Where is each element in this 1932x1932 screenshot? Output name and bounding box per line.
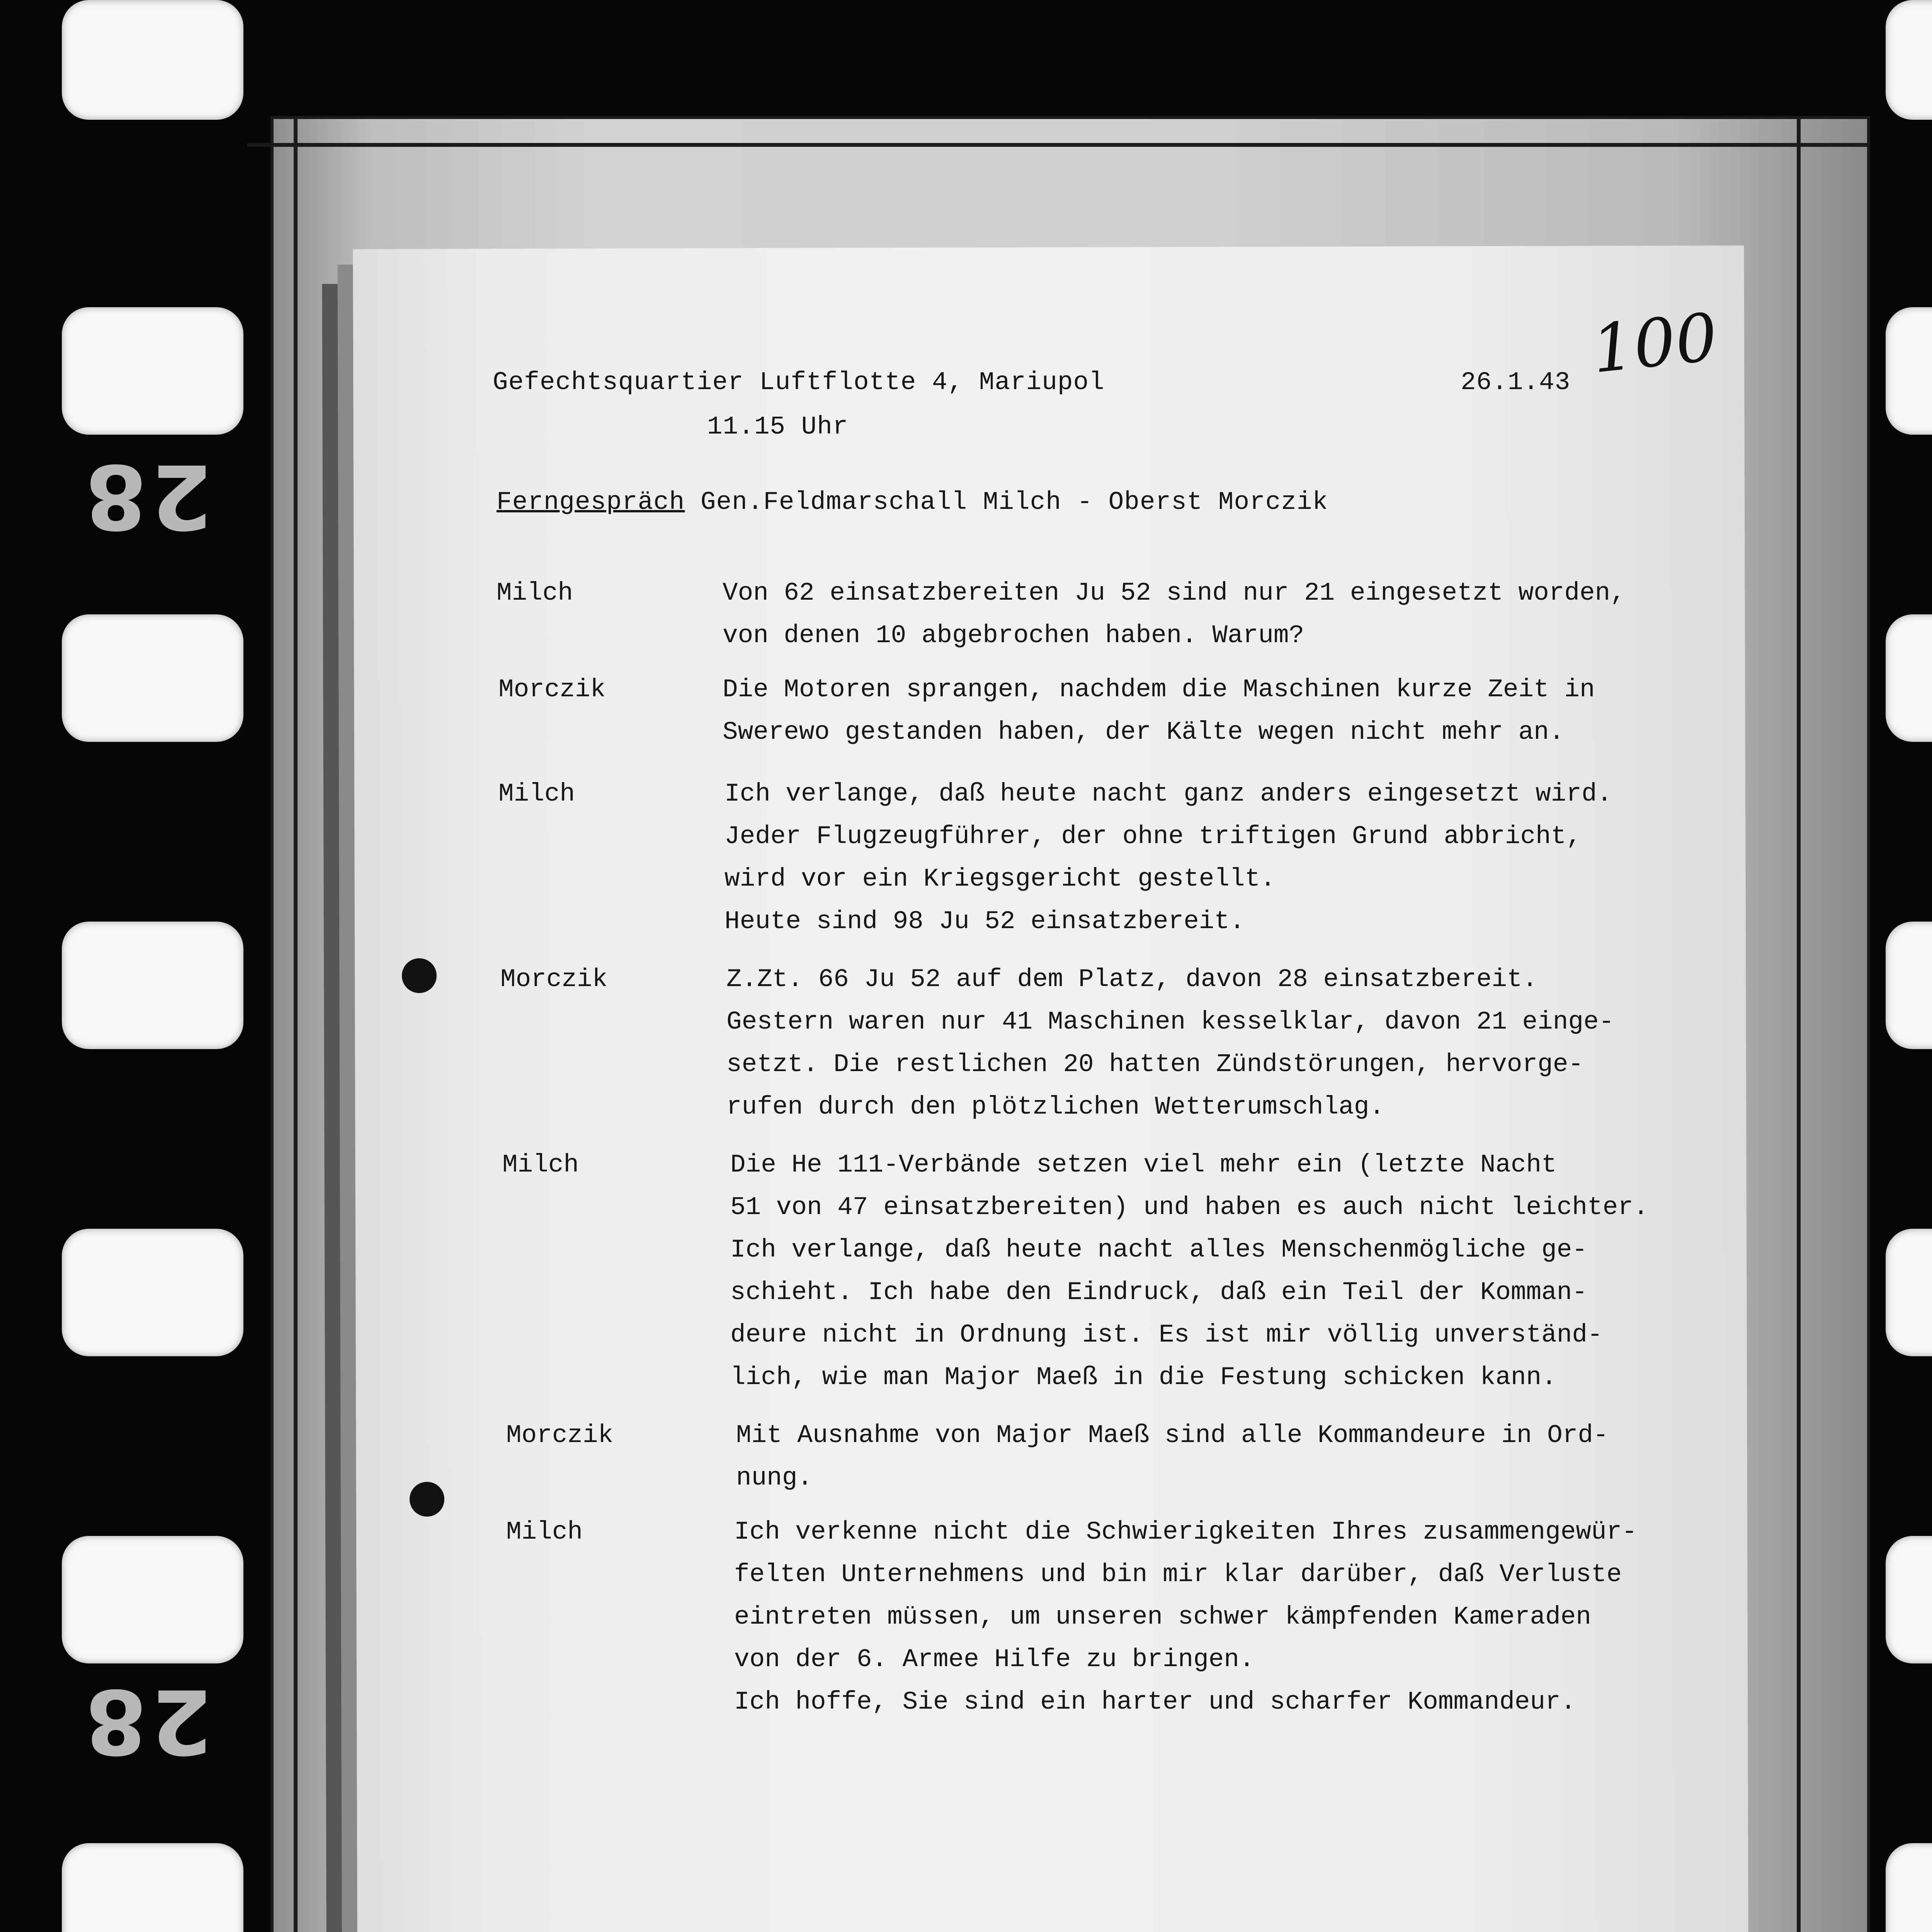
sprocket-hole [62, 1536, 243, 1663]
handwritten-page-number: 100 [1588, 299, 1721, 388]
statement-line: Jeder Flugzeugführer, der ohne triftigen Grund abbricht, [724, 822, 1582, 851]
statement-line: Ich verlange, daß heute nacht ganz anders eingesetzt wird. [724, 779, 1612, 808]
statement-line: lich, wie man Major Maeß in die Festung schicken kann. [730, 1363, 1557, 1392]
statement-line: Mit Ausnahme von Major Maeß sind alle Kommandeure in Ord- [736, 1421, 1609, 1450]
sprocket-hole [1886, 1536, 1932, 1663]
statement-line: Heute sind 98 Ju 52 einsatzbereit. [724, 907, 1245, 936]
sprocket-hole [62, 1843, 243, 1932]
sprocket-hole [1886, 1229, 1932, 1356]
statement-line: 51 von 47 einsatzbereiten) und haben es auch nicht leichter. [730, 1193, 1649, 1222]
film-edge-number: 28 [81, 444, 213, 548]
speaker-name: Milch [502, 1150, 579, 1179]
statement-line: Z.Zt. 66 Ju 52 auf dem Platz, davon 28 einsatzbereit. [726, 965, 1538, 994]
frame-line-right [1797, 116, 1801, 1932]
sprocket-hole [1886, 307, 1932, 435]
sprocket-hole [1886, 922, 1932, 1049]
film-edge-number: 28 [81, 1669, 213, 1772]
speaker-name: Milch [497, 578, 573, 607]
frame-line-top [247, 143, 1870, 147]
film-sprocket-strip-left [0, 0, 247, 1932]
speaker-name: Morczik [506, 1421, 614, 1450]
sprocket-hole [62, 1229, 243, 1356]
header-time: 11.15 Uhr [707, 412, 849, 441]
speaker-name: Milch [498, 779, 575, 808]
header-date: 26.1.43 [1461, 368, 1571, 397]
subject-label: Ferngespräch [497, 488, 685, 517]
statement-line: von denen 10 abgebrochen haben. Warum? [723, 621, 1304, 650]
subject-text: Gen.Feldmarschall Milch - Oberst Morczik [685, 488, 1328, 517]
sprocket-hole [62, 0, 243, 120]
statement-line: deure nicht in Ordnung ist. Es ist mir völlig unverständ- [730, 1320, 1603, 1349]
call-subject [497, 481, 1328, 524]
sprocket-hole [62, 307, 243, 435]
statement-line: felten Unternehmens und bin mir klar darüber, daß Verluste [734, 1560, 1622, 1589]
statement-line: nung. [736, 1463, 813, 1492]
speaker-name: Milch [506, 1517, 583, 1546]
header-location: Gefechtsquartier Luftflotte 4, Mariupol [493, 368, 1105, 397]
punch-hole [410, 1482, 444, 1517]
statement-line: Die He 111-Verbände setzen viel mehr ein (letzte Nacht [730, 1150, 1557, 1179]
speaker-name: Morczik [498, 675, 606, 704]
speaker-name: Morczik [500, 965, 608, 994]
statement-line: Von 62 einsatzbereiten Ju 52 sind nur 21 eingesetzt worden, [723, 578, 1626, 607]
statement-line: Gestern waren nur 41 Maschinen kesselklar, davon 21 einge- [726, 1007, 1614, 1036]
statement-line: Die Motoren sprangen, nachdem die Maschinen kurze Zeit in [723, 675, 1595, 704]
statement-line: setzt. Die restlichen 20 hatten Zündstörungen, hervorge- [726, 1050, 1583, 1079]
statement-line: wird vor ein Kriegsgericht gestellt. [724, 864, 1276, 893]
sprocket-hole [62, 614, 243, 742]
sprocket-hole [1886, 1843, 1932, 1932]
sprocket-hole [1886, 614, 1932, 742]
statement-line: Swerewo gestanden haben, der Kälte wegen nicht mehr an. [723, 718, 1565, 747]
statement-line: Ich verlange, daß heute nacht alles Menschenmögliche ge- [730, 1235, 1587, 1264]
statement-line: Ich verkenne nicht die Schwierigkeiten Ihres zusammengewür- [734, 1517, 1637, 1546]
sprocket-hole [1886, 0, 1932, 120]
statement-line: Ich hoffe, Sie sind ein harter und scharfer Kommandeur. [734, 1687, 1576, 1716]
statement-line: eintreten müssen, um unseren schwer kämpfenden Kameraden [734, 1602, 1591, 1631]
statement-line: schieht. Ich habe den Eindruck, daß ein Teil der Komman- [730, 1278, 1587, 1307]
statement-line: von der 6. Armee Hilfe zu bringen. [734, 1645, 1255, 1674]
frame-line-left [294, 116, 298, 1932]
sprocket-hole [62, 922, 243, 1049]
statement-line: rufen durch den plötzlichen Wetterumschlag. [726, 1092, 1385, 1121]
punch-hole [402, 958, 437, 993]
